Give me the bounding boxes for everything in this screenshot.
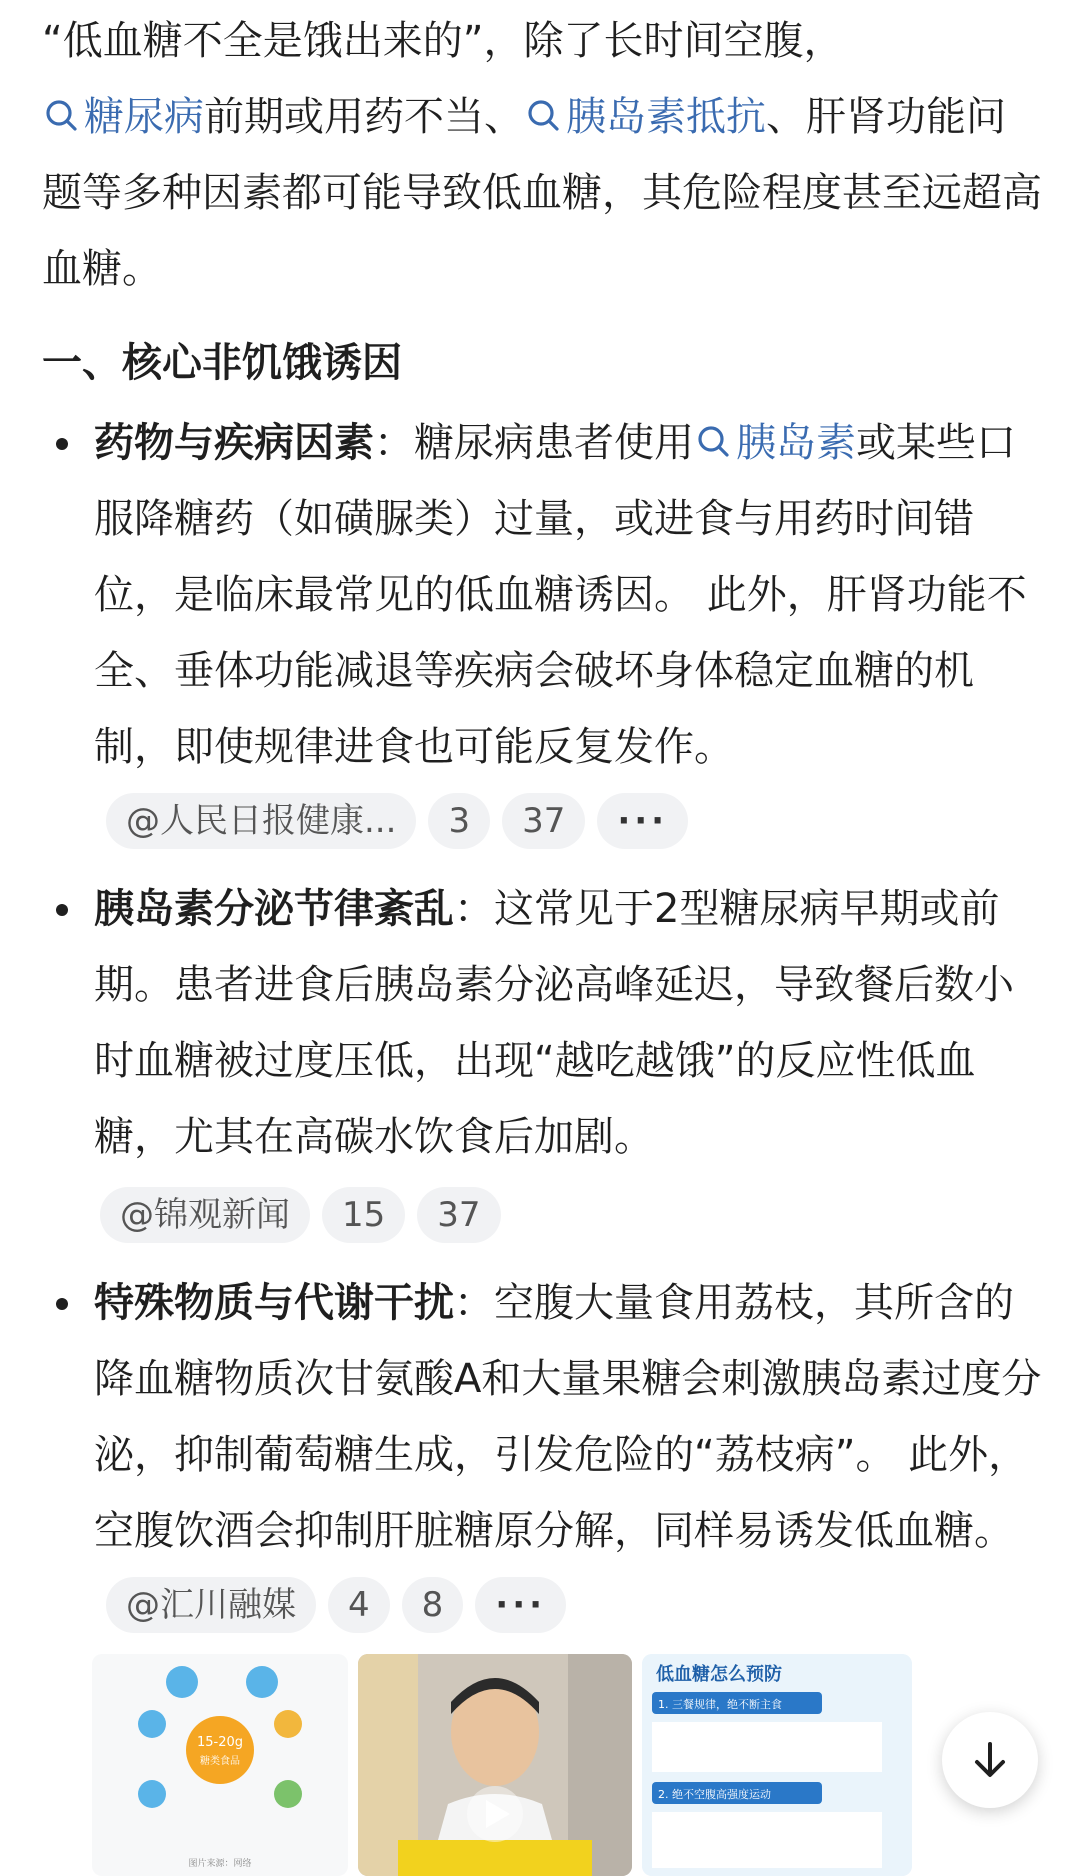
source-chip[interactable]: @汇川融媒 bbox=[106, 1577, 316, 1633]
food-center-text: 15-20g bbox=[196, 1735, 244, 1750]
link-insulin-resistance[interactable] bbox=[524, 94, 766, 140]
bullet-separator: ： bbox=[454, 1280, 494, 1326]
more-options-button[interactable]: ··· bbox=[475, 1577, 566, 1633]
bullet-dot bbox=[56, 1298, 68, 1310]
infographic-title: 低血糖怎么预防 bbox=[656, 1664, 782, 1685]
section-heading: 一、核心非饥饿诱因 bbox=[42, 340, 402, 386]
scroll-down-button[interactable] bbox=[942, 1712, 1038, 1808]
bullet-text: 这常见于2型糖尿病早期或前期。患者进食后胰岛素分泌高峰延迟，导致餐后数小时血糖被过度压低，出现“越吃越饿”的反应性低血糖，尤其在高碳水饮食后加剧。 bbox=[94, 886, 1014, 1160]
reference-count-chip[interactable]: 37 bbox=[417, 1187, 500, 1243]
source-row bbox=[100, 1179, 1042, 1255]
more-options-button[interactable]: ··· bbox=[597, 793, 688, 849]
list-item bbox=[42, 871, 1042, 1255]
link-insulin-resistance-label: 胰岛素抵抗 bbox=[566, 94, 766, 140]
source-chip[interactable]: @锦观新闻 bbox=[100, 1187, 310, 1243]
prevention-infographic bbox=[642, 1654, 912, 1876]
search-icon bbox=[694, 422, 734, 462]
infographic-item: 2. 绝不空腹高强度运动 bbox=[658, 1788, 771, 1801]
list-item bbox=[42, 1265, 1042, 1645]
search-icon bbox=[524, 96, 564, 136]
bullet-title: 特殊物质与代谢干扰 bbox=[94, 1280, 454, 1326]
image-card-food-guide[interactable] bbox=[92, 1654, 348, 1876]
image-caption: 图片来源：网络 bbox=[188, 1859, 252, 1869]
reference-count-chip[interactable]: 15 bbox=[322, 1187, 405, 1243]
source-chip[interactable]: @人民日报健康... bbox=[106, 793, 416, 849]
reference-count-chip[interactable]: 3 bbox=[428, 793, 490, 849]
link-insulin-label: 胰岛素 bbox=[736, 420, 856, 466]
bullet-title: 胰岛素分泌节律紊乱 bbox=[94, 886, 454, 932]
bullet-dot bbox=[56, 438, 68, 450]
image-card-prevention[interactable] bbox=[642, 1654, 912, 1876]
food-center-sub: 糖类食品 bbox=[200, 1756, 240, 1767]
doctor-photo bbox=[358, 1654, 632, 1876]
reference-count-chip[interactable]: 4 bbox=[328, 1577, 390, 1633]
bullet-text: 空腹大量食用荔枝，其所含的降血糖物质次甘氨酸A和大量果糖会刺激胰岛素过度分泌，抑制葡萄糖生成，引发危险的“荔枝病”。 此外，空腹饮酒会抑制肝脏糖原分解，同样易诱发低血糖。 bbox=[94, 1280, 1042, 1554]
food-illustration bbox=[92, 1654, 348, 1876]
link-diabetes[interactable] bbox=[42, 94, 204, 140]
intro-mid1: 前期或用药不当、 bbox=[204, 94, 524, 140]
list-item bbox=[42, 405, 1042, 861]
bullet-title: 药物与疾病因素 bbox=[94, 420, 374, 466]
bullet-separator: ： bbox=[374, 420, 414, 466]
intro-paragraph bbox=[42, 0, 1042, 307]
intro-rest: 、肝肾功能问题等多种因素都可能导致低血糖，其危险程度甚至远超高血糖。 bbox=[42, 94, 1042, 292]
bullet-dot bbox=[56, 904, 68, 916]
bullet-separator: ： bbox=[454, 886, 494, 932]
arrow-down-icon bbox=[968, 1738, 1012, 1782]
search-icon bbox=[42, 96, 82, 136]
bullet-text: 糖尿病患者使用 bbox=[414, 420, 694, 466]
video-card-doctor[interactable] bbox=[358, 1654, 632, 1876]
image-strip bbox=[92, 1654, 1080, 1876]
cause-list bbox=[42, 405, 1042, 1645]
infographic-item: 1. 三餐规律，绝不断主食 bbox=[658, 1698, 782, 1711]
link-diabetes-label: 糖尿病 bbox=[84, 94, 204, 140]
intro-line1: “低血糖不全是饿出来的”，除了长时间空腹， bbox=[42, 18, 844, 64]
link-insulin[interactable] bbox=[694, 420, 856, 466]
reference-count-chip[interactable]: 8 bbox=[402, 1577, 464, 1633]
reference-count-chip[interactable]: 37 bbox=[502, 793, 585, 849]
bullet-text: 或某些口服降糖药（如磺脲类）过量，或进食与用药时间错位，是临床最常见的低血糖诱因。 此外，肝肾功能不全、垂体功能减退等疾病会破坏身体稳定血糖的机制，即使规律进食也可能反复发作。 bbox=[94, 420, 1027, 770]
article-content bbox=[42, 0, 1042, 1655]
